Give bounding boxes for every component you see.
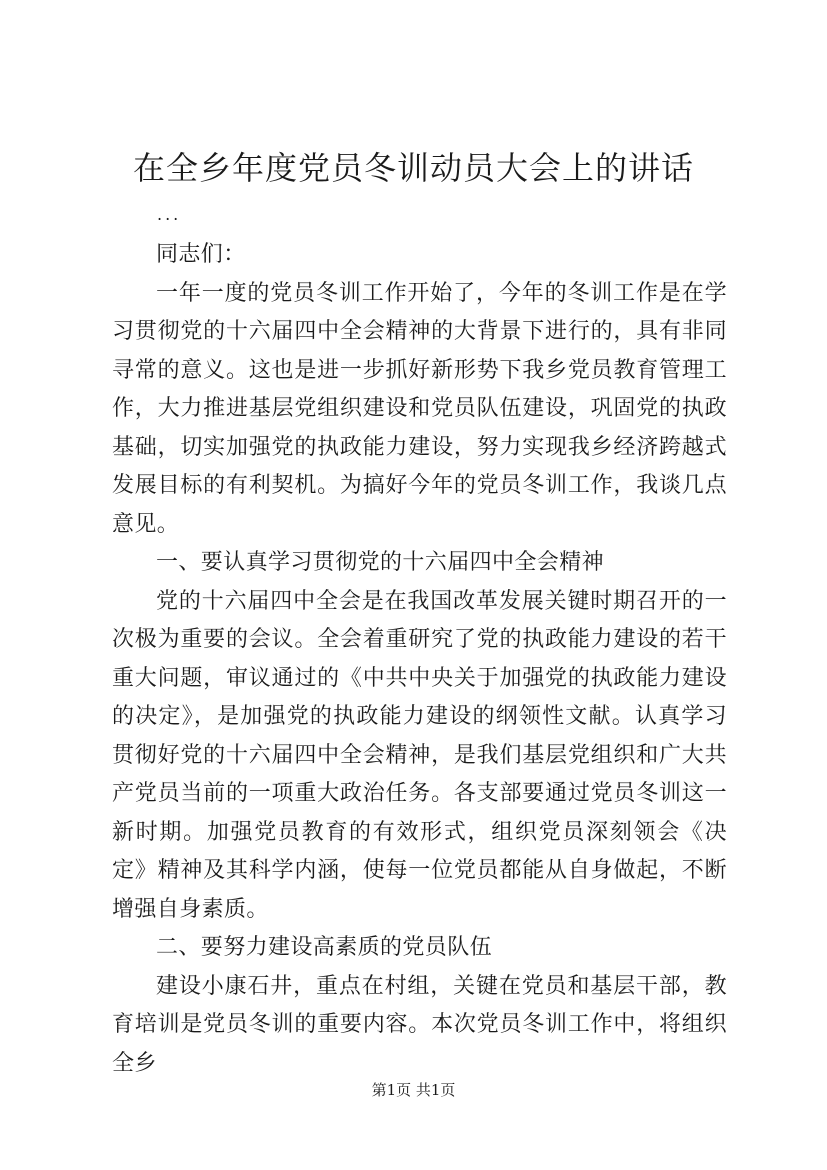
ellipsis-mark: ... bbox=[157, 205, 182, 224]
section-heading-1: 一、要认真学习贯彻党的十六届四中全会精神 bbox=[156, 550, 605, 575]
paragraph-intro: 一年一度的党员冬训工作开始了，今年的冬训工作是在学习贯彻党的十六届四中全会精神的大背景下进行的，具有非同寻常的意义。这也是进一步抓好新形势下我乡党员教育管理工作，大力推进基层党组织建设和党员队伍建设，巩固党的执政基础，切实加强党的执政能力建设，努力实现我乡经济跨越式发展目标的有利契机。为搞好今年的党员冬训工作，我谈几点意见。 bbox=[112, 280, 727, 537]
section-heading-2: 二、要努力建设高素质的党员队伍 bbox=[156, 935, 493, 960]
page-number-footer: 第1页 共1页 bbox=[371, 1081, 456, 1099]
document-title: 在全乡年度党员冬训动员大会上的讲话 bbox=[132, 149, 694, 187]
salutation: 同志们： bbox=[156, 242, 246, 267]
document-body bbox=[112, 236, 727, 1083]
paragraph-section-2: 建设小康石井，重点在村组，关键在党员和基层干部，教育培训是党员冬训的重要内容。本次党员冬训工作中，将组织全乡 bbox=[112, 973, 727, 1076]
paragraph-section-1: 党的十六届四中全会是在我国改革发展关键时期召开的一次极为重要的会议。全会着重研究了党的执政能力建设的若干重大问题，审议通过的《中共中央关于加强党的执政能力建设的决定》，是加强党的执政能力建设的纲领性文献。认真学习贯彻好党的十六届四中全会精神，是我们基层党组织和广大共产党员当前的一项重大政治任务。各支部要通过党员冬训这一新时期。加强党员教育的有效形式，组织党员深刻领会《决定》精神及其科学内涵，使每一位党员都能从自身做起，不断增强自身素质。 bbox=[112, 588, 727, 922]
